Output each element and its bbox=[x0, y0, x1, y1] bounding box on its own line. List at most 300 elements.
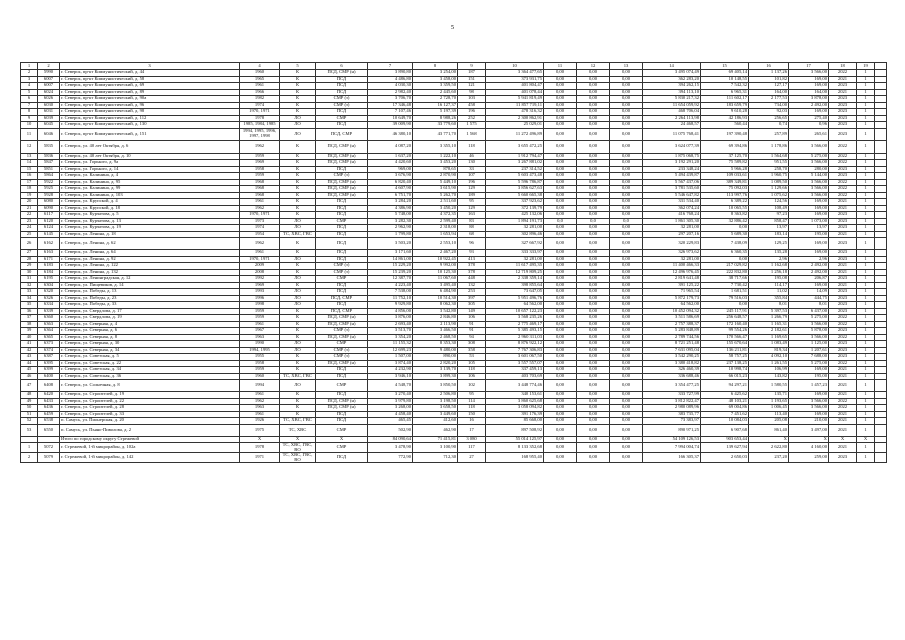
table-cell: 0,00 bbox=[610, 128, 643, 140]
table-cell: 403 703,69 bbox=[486, 373, 544, 380]
table-cell: 3 676,90 bbox=[368, 173, 413, 180]
table-cell: 2022 bbox=[829, 360, 857, 367]
table-cell: 1959 bbox=[240, 315, 280, 322]
table-cell: 118 bbox=[458, 405, 486, 412]
table-cell: 38 bbox=[21, 321, 38, 328]
table-cell: 0,00 bbox=[610, 295, 643, 302]
table-cell: 1 507,00 bbox=[368, 354, 413, 361]
table-cell: 7 451,62 bbox=[701, 411, 749, 418]
table-cell: 169,00 bbox=[789, 76, 829, 83]
table-cell: 149 bbox=[458, 308, 486, 315]
table-cell: 37 125,70 bbox=[701, 153, 749, 160]
table-cell: 1 bbox=[857, 308, 875, 315]
table-cell: 69 004,86 bbox=[701, 405, 749, 412]
table-cell: 196 bbox=[458, 109, 486, 116]
table-cell: 340 153,61 bbox=[486, 392, 544, 399]
table-cell: 118 bbox=[458, 367, 486, 374]
table-cell: 11 857 719,11 bbox=[486, 102, 544, 109]
table-cell: 2023 bbox=[829, 341, 857, 348]
table-cell: 7 688,00 bbox=[789, 354, 829, 361]
table-cell: 0,00 bbox=[577, 256, 610, 263]
table-cell: 53 bbox=[458, 354, 486, 361]
table-cell: 195,08 bbox=[749, 276, 789, 283]
table-cell: 389 349,81 bbox=[701, 179, 749, 186]
table-cell: 55 014 125,97 bbox=[486, 436, 544, 443]
table-cell: 3 354,20 bbox=[368, 334, 413, 341]
table-cell: 1970, 1971 bbox=[240, 256, 280, 263]
table-cell: 0,00 bbox=[544, 341, 577, 348]
table-cell: 2 300 862,91 bbox=[486, 115, 544, 122]
table-cell: 1966 bbox=[240, 89, 280, 96]
table-cell: 7 bbox=[21, 102, 38, 109]
table-cell: 2023 bbox=[829, 276, 857, 283]
table-cell: 0,00 bbox=[544, 192, 577, 199]
table-cell: 6320 bbox=[38, 289, 60, 296]
table-cell: ЛО bbox=[280, 302, 316, 309]
table-cell: 14 861,00 bbox=[368, 256, 413, 263]
table-cell: 3 513,70 bbox=[368, 328, 413, 335]
table-cell: 11 075 768,41 bbox=[643, 128, 701, 140]
table-cell: 6363 bbox=[38, 321, 60, 328]
table-cell: 1 169,65 bbox=[749, 334, 789, 341]
table-cell: г. Северск, пр-кт Коммунистический, д. 69 bbox=[60, 83, 240, 90]
table-cell: 88 bbox=[458, 225, 486, 232]
table-cell: 2 338 359,14 bbox=[486, 276, 544, 283]
table-cell: 245 117,91 bbox=[701, 308, 749, 315]
table-cell: 5 262,70 bbox=[413, 192, 458, 199]
table-cell: 1 799,80 bbox=[368, 231, 413, 238]
table-cell: 1 bbox=[857, 109, 875, 116]
table-cell: 0,00 bbox=[577, 225, 610, 232]
table-cell: 6 820,40 bbox=[368, 179, 413, 186]
table-cell: СМР bbox=[316, 443, 368, 453]
table-cell: ТС, ХВС, ГВС, ВО bbox=[280, 443, 316, 453]
table-cell: 11 752,10 bbox=[368, 295, 413, 302]
table-cell: 11 654 059,92 bbox=[643, 102, 701, 109]
table-cell: 2,96 bbox=[789, 256, 829, 263]
table-cell: 5 449,10 bbox=[413, 179, 458, 186]
table-cell: 37 bbox=[21, 315, 38, 322]
table-cell: 1996 bbox=[240, 295, 280, 302]
table-cell: 3 254,00 bbox=[413, 70, 458, 77]
table-cell: 3 812 822,47 bbox=[643, 398, 701, 405]
table-cell: г. Северск, ул. Ленина, д. 92 bbox=[60, 256, 240, 263]
table-cell: К bbox=[280, 76, 316, 83]
table-cell: 33 779,60 bbox=[413, 122, 458, 129]
table-cell: ПСД, СМР (н) bbox=[316, 334, 368, 341]
table-cell: 1955 bbox=[240, 354, 280, 361]
table-cell: 127,17 bbox=[749, 83, 789, 90]
table-cell: 2 113,90 bbox=[413, 321, 458, 328]
table-cell: ПСД bbox=[316, 453, 368, 463]
table-cell: 0,00 bbox=[577, 418, 610, 425]
table-cell: 11 067,60 bbox=[413, 276, 458, 283]
table-cell: 448 bbox=[458, 276, 486, 283]
table-cell: 91 bbox=[458, 321, 486, 328]
table-cell: 7 542,32 bbox=[701, 83, 749, 90]
table-cell: 25 bbox=[21, 231, 38, 238]
table-cell: 3 566,00 bbox=[789, 398, 829, 405]
table-cell: 5 603 473,48 bbox=[486, 173, 544, 180]
table-cell: К bbox=[280, 83, 316, 90]
table-cell: г. Северск, ул. Северная, д. 6 bbox=[60, 328, 240, 335]
table-cell: 6538 bbox=[38, 418, 60, 425]
table-cell: 1 bbox=[857, 263, 875, 270]
table-cell: 0,00 bbox=[577, 308, 610, 315]
table-cell: ЛО bbox=[280, 122, 316, 129]
table-cell: ПСД bbox=[316, 250, 368, 257]
table-cell: 5 197,39 bbox=[413, 109, 458, 116]
table-cell: 187 bbox=[458, 70, 486, 77]
table-cell: К bbox=[280, 392, 316, 399]
table-cell: г. Северск, ул. Строителей, д. 19 bbox=[60, 392, 240, 399]
table-cell: 1 564,68 bbox=[749, 153, 789, 160]
table-cell: 0,00 bbox=[610, 328, 643, 335]
table-cell bbox=[875, 424, 887, 436]
table-cell: 1960 bbox=[240, 373, 280, 380]
table-cell: 3 450,20 bbox=[413, 205, 458, 212]
table-cell: СМР bbox=[316, 276, 368, 283]
table-cell: 0,00 bbox=[577, 199, 610, 206]
table-cell: 0,00 bbox=[610, 89, 643, 96]
table-cell: 163 bbox=[458, 212, 486, 219]
table-cell: 51 bbox=[21, 411, 38, 418]
table-cell: 8 133 352,68 bbox=[486, 443, 544, 453]
table-cell: 1 bbox=[857, 367, 875, 374]
table-cell: 32 281,00 bbox=[643, 256, 701, 263]
table-cell: 1 bbox=[857, 315, 875, 322]
table-cell: 3 466,50 bbox=[413, 328, 458, 335]
table-cell: 1982 bbox=[240, 96, 280, 103]
table-cell: г. Северск, пр-кт Коммунистический, д. 44 bbox=[60, 70, 240, 77]
table-cell: 172 160,40 bbox=[701, 321, 749, 328]
table-cell: ПСД, СМР (н) bbox=[316, 315, 368, 322]
table-cell: 0,00 bbox=[610, 109, 643, 116]
table-cell: ПСД, СМР bbox=[316, 295, 368, 302]
table-cell: 2023 bbox=[829, 354, 857, 361]
table-cell: 1 861 305,30 bbox=[643, 218, 701, 225]
table-cell: 0,00 bbox=[577, 282, 610, 289]
table-cell: 6117 bbox=[38, 212, 60, 219]
table-cell: 2023 bbox=[829, 347, 857, 354]
table-cell: г. Северск, ул. Калинина, д. 103 bbox=[60, 192, 240, 199]
table-cell: К bbox=[280, 153, 316, 160]
table-cell: 2 445,60 bbox=[413, 89, 458, 96]
table-cell: 3 946,10 bbox=[368, 373, 413, 380]
table-cell: 1 178,86 bbox=[749, 140, 789, 153]
table-cell: 114 bbox=[458, 398, 486, 405]
table-cell: ПСД bbox=[316, 166, 368, 173]
table-cell: 0,00 bbox=[544, 453, 577, 463]
table-cell: 143,82 bbox=[749, 373, 789, 380]
table-cell: 5836 bbox=[38, 153, 60, 160]
table-cell: г. Северск, пр-кт Коммунистический, д. 112 bbox=[60, 115, 240, 122]
table-cell: 1 006,45 bbox=[749, 405, 789, 412]
table-cell: 0,00 bbox=[610, 360, 643, 367]
table-cell: X bbox=[749, 436, 789, 443]
table-cell: 1 222,10 bbox=[413, 153, 458, 160]
table-cell: 5 385 493,15 bbox=[486, 328, 544, 335]
table-cell: ТС, ХВС, ГВС bbox=[280, 418, 316, 425]
table-cell: 7 631 095,04 bbox=[643, 347, 701, 354]
table-cell: 10 125,30 bbox=[413, 269, 458, 276]
table-cell: 297 207,16 bbox=[643, 231, 701, 238]
table-cell: 105 bbox=[458, 360, 486, 367]
table-cell: 1 bbox=[857, 295, 875, 302]
table-cell: ЛО bbox=[280, 115, 316, 122]
table-cell: 0,00 bbox=[610, 166, 643, 173]
table-cell: 15 229,20 bbox=[368, 263, 413, 270]
table-cell: 1 162,68 bbox=[749, 263, 789, 270]
table-cell: 12 387,70 bbox=[368, 276, 413, 283]
table-cell: 95 bbox=[458, 392, 486, 399]
table-cell bbox=[875, 443, 887, 453]
table-cell: 10 514,30 bbox=[413, 295, 458, 302]
table-cell: ТС, ХВС bbox=[280, 424, 316, 436]
table-cell: 44 bbox=[21, 360, 38, 367]
table-cell: 0,00 bbox=[544, 360, 577, 367]
table-cell: г. Северск, ул. Строителей, д. 22 bbox=[60, 398, 240, 405]
table-cell: 1 bbox=[857, 256, 875, 263]
table-cell: 132 bbox=[458, 282, 486, 289]
table-cell: 0,00 bbox=[610, 160, 643, 167]
table-cell: 0,00 bbox=[544, 443, 577, 453]
table-cell: 5 283 848,89 bbox=[643, 328, 701, 335]
table-cell: 10 922,45 bbox=[413, 256, 458, 263]
table-cell: 4 458,40 bbox=[368, 411, 413, 418]
table-cell: К bbox=[280, 250, 316, 257]
table-cell: г. Северск, ул. Советская, д. 36 bbox=[60, 373, 240, 380]
table-cell: К bbox=[280, 411, 316, 418]
table-cell: 5 546 647,82 bbox=[643, 192, 701, 199]
table-cell: 0,00 bbox=[544, 282, 577, 289]
table-cell: 3 453,20 bbox=[413, 160, 458, 167]
table-cell: СМР (з) bbox=[316, 269, 368, 276]
table-cell: г. Северск, ул. Свердлова, д. 17 bbox=[60, 308, 240, 315]
table-cell: 6 389,22 bbox=[701, 199, 749, 206]
table-cell: 0,00 bbox=[610, 225, 643, 232]
table-cell: 0,00 bbox=[610, 192, 643, 199]
table-cell: 0,00 bbox=[610, 334, 643, 341]
table-cell: ЛО bbox=[280, 341, 316, 348]
table-cell: СМР (з) bbox=[316, 102, 368, 109]
table-cell: 2021 bbox=[829, 282, 857, 289]
table-cell: 412,60 bbox=[413, 418, 458, 425]
table-cell: К bbox=[280, 102, 316, 109]
table-cell: 1 bbox=[857, 212, 875, 219]
table-cell: 32 886,42 bbox=[701, 218, 749, 225]
table-cell: 25 029,01 bbox=[486, 122, 544, 129]
table-cell: 98 bbox=[458, 89, 486, 96]
table-cell: 41 bbox=[21, 341, 38, 348]
table-cell: ПСД, СМР (н) bbox=[316, 160, 368, 167]
table-cell: 6 425,62 bbox=[701, 392, 749, 399]
table-cell: 6145 bbox=[38, 231, 60, 238]
table-cell: 64 562,00 bbox=[643, 302, 701, 309]
table-cell: 71 415,81 bbox=[413, 436, 458, 443]
table-row bbox=[21, 238, 887, 250]
table-cell: 11 400 466,33 bbox=[643, 263, 701, 270]
table-cell: ПСД, СМР (н) bbox=[316, 140, 368, 153]
table-cell: г. Северск, ул. Строителей, д. 33 bbox=[60, 411, 240, 418]
table-cell: 6436 bbox=[38, 405, 60, 412]
table-cell bbox=[875, 63, 887, 70]
table-cell: 6163 bbox=[38, 250, 60, 257]
table-cell: 2021 bbox=[829, 443, 857, 453]
table-cell: 6399 bbox=[38, 367, 60, 374]
table-cell: 1 bbox=[857, 360, 875, 367]
table-cell: 1 bbox=[857, 76, 875, 83]
table-cell: 6 360,35 bbox=[701, 250, 749, 257]
page-number: 5 bbox=[450, 24, 455, 31]
table-cell: 0,00 bbox=[610, 398, 643, 405]
table-cell: X bbox=[789, 436, 829, 443]
table-cell: 336 688,46 bbox=[643, 373, 701, 380]
table-cell: ЛО bbox=[280, 380, 316, 392]
table-cell: К bbox=[280, 179, 316, 186]
table-cell: 0,00 bbox=[577, 341, 610, 348]
table-cell: 2 467,20 bbox=[413, 250, 458, 257]
table-cell: 0,00 bbox=[610, 231, 643, 238]
table-cell: 1 bbox=[857, 282, 875, 289]
table-cell: 0,00 bbox=[544, 380, 577, 392]
table-cell: К bbox=[280, 205, 316, 212]
table-cell: 2 599,40 bbox=[413, 218, 458, 225]
table-cell: К bbox=[280, 354, 316, 361]
table-cell: 1 bbox=[857, 231, 875, 238]
table-cell: 0,00 bbox=[610, 321, 643, 328]
table-cell: 19 bbox=[21, 192, 38, 199]
table-cell: 0,00 bbox=[610, 282, 643, 289]
table-cell: 320 229,83 bbox=[643, 238, 701, 250]
table-cell: 48 bbox=[21, 392, 38, 399]
table-cell: 11 155,32 bbox=[368, 341, 413, 348]
table-cell: 5 275,00 bbox=[789, 153, 829, 160]
table-cell: 3 bbox=[60, 63, 240, 70]
table-cell: 0,00 bbox=[610, 179, 643, 186]
table-cell: 0,00 bbox=[577, 186, 610, 193]
table-cell: ПСД, СМР (н) bbox=[316, 70, 368, 77]
table-cell: 24 bbox=[21, 225, 38, 232]
table-cell: 0,00 bbox=[577, 96, 610, 103]
table-cell: 0,00 bbox=[610, 238, 643, 250]
table-cell: 2 492,00 bbox=[789, 102, 829, 109]
table-header-row bbox=[21, 63, 887, 70]
table-cell: 1970, 1971 bbox=[240, 212, 280, 219]
table-cell: 6090 bbox=[38, 205, 60, 212]
table-cell: 1961 bbox=[240, 411, 280, 418]
table-cell: 94 297,21 bbox=[701, 380, 749, 392]
table-cell: 0,00 bbox=[544, 347, 577, 354]
table-cell: ПСД bbox=[316, 231, 368, 238]
table-cell: 6334 bbox=[38, 302, 60, 309]
table-cell: 2021 bbox=[829, 424, 857, 436]
table-cell: 3 282,30 bbox=[368, 218, 413, 225]
table-cell: 54 109 126,53 bbox=[643, 436, 701, 443]
table-cell: 3 781 535,60 bbox=[643, 186, 701, 193]
table-cell: 1 bbox=[857, 70, 875, 77]
table-cell: 1 bbox=[857, 354, 875, 361]
table-cell: 2 264 113,98 bbox=[643, 115, 701, 122]
table-cell: 401 078,44 bbox=[486, 89, 544, 96]
table-cell: 308 bbox=[458, 341, 486, 348]
table-cell: г. Северск, ул. Свердлова, д. 19 bbox=[60, 315, 240, 322]
table-cell: 256,65 bbox=[749, 115, 789, 122]
table-cell: 17 bbox=[789, 63, 829, 70]
table-cell: 2 728,70 bbox=[413, 96, 458, 103]
table-cell: ПСД, СМР (н) bbox=[316, 153, 368, 160]
table-cell: г. Северск, ул. Северная, д. 4 bbox=[60, 321, 240, 328]
table-cell: 6195 bbox=[38, 276, 60, 283]
table-cell: 2 846,80 bbox=[413, 315, 458, 322]
table-cell: 69 405,14 bbox=[701, 70, 749, 77]
table-cell: 2023 bbox=[829, 115, 857, 122]
table-cell bbox=[875, 128, 887, 140]
table-cell: ЛО bbox=[280, 276, 316, 283]
table-cell: 0,00 bbox=[544, 225, 577, 232]
table-cell: 2022 bbox=[829, 179, 857, 186]
table-cell: 0,00 bbox=[577, 109, 610, 116]
table-cell: 0,00 bbox=[544, 411, 577, 418]
table-cell: 413 bbox=[458, 256, 486, 263]
table-cell: ПСД bbox=[316, 89, 368, 96]
table-cell: 75 092,03 bbox=[701, 186, 749, 193]
table-cell: 1962 bbox=[240, 398, 280, 405]
table-cell: 4 607,90 bbox=[368, 186, 413, 193]
table-cell: 0,00 bbox=[577, 140, 610, 153]
table-cell: ПСД, СМР (н) bbox=[316, 186, 368, 193]
table-cell: 878,65 bbox=[413, 166, 458, 173]
table-cell: 6124 bbox=[38, 225, 60, 232]
table-cell: 52 bbox=[21, 418, 38, 425]
table-cell: 2023 bbox=[829, 109, 857, 116]
table-cell: 39 009,90 bbox=[368, 122, 413, 129]
table-cell: 3 566,00 bbox=[789, 70, 829, 77]
table-cell: 2022 bbox=[829, 398, 857, 405]
table-cell: 1 bbox=[857, 341, 875, 348]
table-cell: ПСД bbox=[316, 256, 368, 263]
table-cell: 1 bbox=[857, 347, 875, 354]
table-cell: 2021 bbox=[829, 263, 857, 270]
table-cell: 951,55 bbox=[749, 160, 789, 167]
table-cell: г. Северск, ул. Северная, д. 34 bbox=[60, 347, 240, 354]
table-cell: 1969 bbox=[240, 160, 280, 167]
table-cell: 169,00 bbox=[789, 367, 829, 374]
table-cell: 6026 bbox=[38, 96, 60, 103]
table-cell: 2022 bbox=[829, 186, 857, 193]
table-cell: 71 965,54 bbox=[643, 289, 701, 296]
table-cell: 1958 bbox=[240, 166, 280, 173]
table-cell: 890 971,25 bbox=[643, 424, 701, 436]
table-cell: 16 127,37 bbox=[413, 102, 458, 109]
table-cell: К bbox=[280, 160, 316, 167]
table-cell: 151 bbox=[458, 76, 486, 83]
table-cell: 394 262,15 bbox=[643, 83, 701, 90]
table-cell: 4 bbox=[21, 83, 38, 90]
table-cell: 0,00 bbox=[610, 269, 643, 276]
table-cell: 170 566,47 bbox=[701, 334, 749, 341]
table-cell: 4 bbox=[240, 63, 280, 70]
table-cell: 3 850,50 bbox=[413, 380, 458, 392]
table-cell: г. Северск, ул. Калинина, д. 95 bbox=[60, 179, 240, 186]
table-cell: 3 979,80 bbox=[368, 398, 413, 405]
table-cell: 305 bbox=[458, 302, 486, 309]
table-cell: 33 bbox=[21, 289, 38, 296]
table-cell: 166 305,37 bbox=[643, 453, 701, 463]
table-cell: 0,00 bbox=[577, 76, 610, 83]
table-cell: 1998 bbox=[240, 302, 280, 309]
table-cell: СМР bbox=[316, 424, 368, 436]
